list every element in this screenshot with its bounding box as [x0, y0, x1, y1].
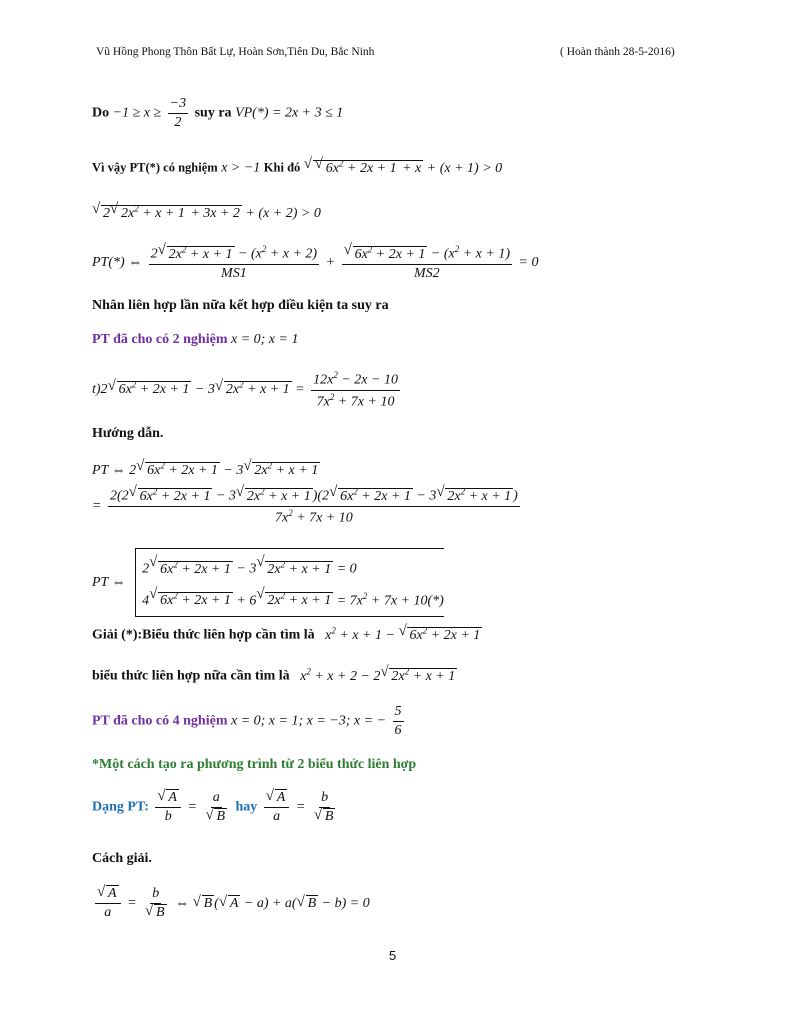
line-sqrt-expression: √ 2√ $2x^2 + x + 1 + 3x + 2 + (x + 2) > 0$	[92, 203, 321, 222]
header-date: ( Hoàn thành 28-5-2016)	[560, 46, 675, 58]
line-bieu-thuc: biểu thức liên hợp nữa cần tìm là $x^2 + x + 2 - 2√$ $2x^2 + x + 1$	[92, 666, 457, 685]
line-pt-equivalence: PT(*) ⇔ $\frac{2√ 2x^2 + x + 1 - (x^2 + x + 2)}{MS1}$ + √ $\frac{6x^2 + 2x + 1 - (x^2 + x + 1)}{MS2}$ = 0	[92, 244, 538, 282]
line-solution-formula: √ $\frac{A}{a}$ = b √ B ⇔ √ B (√ A − a) + a(√ B − b) = 0	[92, 886, 370, 921]
line-method-heading: *Một cách tạo ra phương trình từ 2 biểu thức liên hợp	[92, 757, 417, 772]
line-huong-dan: Hướng dẫn.	[92, 426, 164, 441]
line-pt-step2: = 2(2√ $6x^2 + 2x + 1 - 3√$ $2x^2 + x + 1$ )(2√ $6x^2 + 2x + 1 - 3√$ $2x^2 + x + 1$ ) $7x^2 + 7x + 10$	[92, 486, 523, 526]
line-cach-giai: Cách giải.	[92, 851, 152, 866]
line-vi-vay: Vì vậy PT(*) có nghiệm x > −1 Khi đó √ √ $6x^2 + 2x + 1 + x + (x + 1) > 0$	[92, 158, 502, 177]
line-dang-pt: Dạng PT: √ $\frac{A}{b}$ = a √ B hay √ $\frac{A}{a}$ = b √ B	[92, 790, 340, 825]
line-do: Do −1 ≥ x ≥ $\frac{-3}{2}$ suy ra VP(*) = 2x + 3 ≤ 1	[92, 96, 344, 130]
page-number: 5	[389, 948, 397, 963]
line-two-solutions: PT đã cho có 2 nghiệm x = 0; x = 1	[92, 332, 299, 347]
line-pt-step1: PT ⇔ 2√ $6x^2 + 2x + 1 - 3√$ $2x^2 + x + 1$	[92, 460, 320, 479]
line-problem-t: t)2√ $6x^2 + 2x + 1 - 3√$ $2x^2 + x + 1$ = $\frac{12x^2 - 2x - 10}{7x^2 + 7x + 10}$	[92, 370, 403, 410]
line-nhan-lien-hop: Nhân liên hợp lần nữa kết hợp điều kiện ta suy ra	[92, 298, 389, 313]
header-author: Vũ Hồng Phong Thôn Bất Lự, Hoàn Sơn,Tiên Du, Bắc Ninh	[96, 46, 375, 58]
line-four-solutions: PT đã cho có 4 nghiệm x = 0; x = 1; x = −3; x = − $\frac{5}{6}$	[92, 704, 402, 738]
line-giai-star: Giải (*):Biểu thức liên hợp cần tìm là $x^2 + x + 1$ − √ $6x^2 + 2x + 1$	[92, 625, 482, 644]
line-pt-system: PT ⇔ 2√ $6x^2 + 2x + 1 - 3√$ $2x^2 + x + 1 = 0$ 4√ $6x^2 + 2x + 1 + 6√$ $2x^2 + x + 1 = 7x^2 + 7x + 10(*)$	[92, 548, 444, 617]
